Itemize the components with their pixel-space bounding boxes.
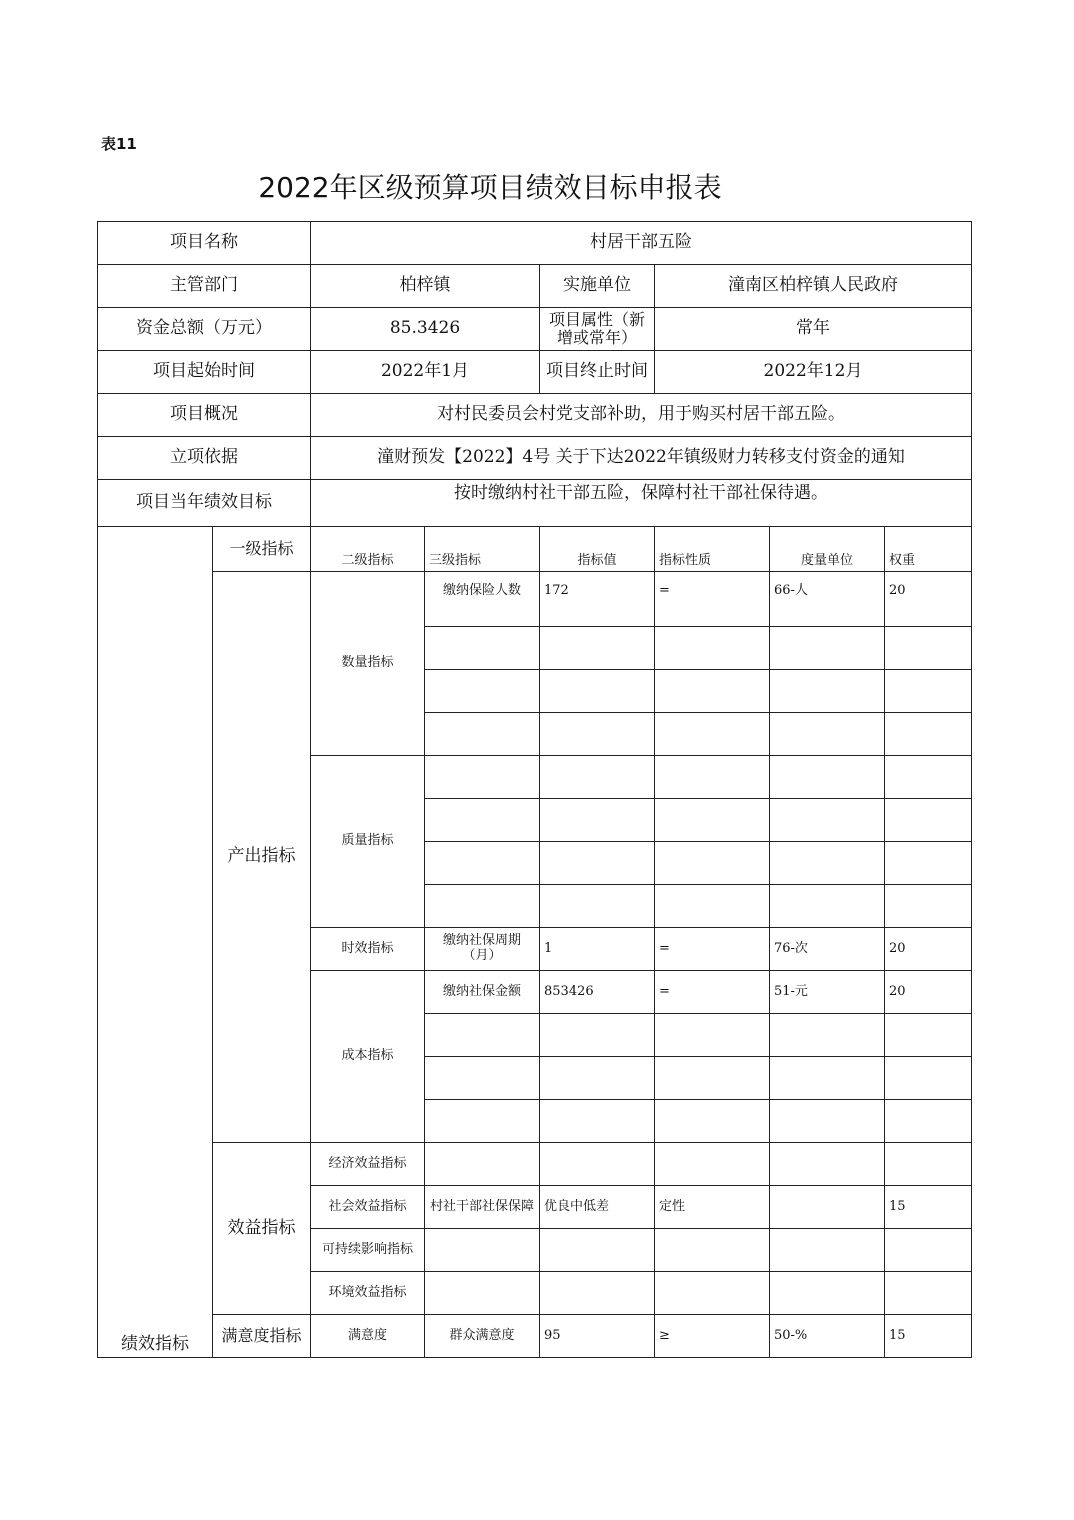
start-value: 2022年1月 [311, 351, 540, 394]
overview-label: 项目概况 [98, 394, 311, 437]
fund-label: 资金总额（万元） [98, 308, 311, 351]
timeliness-row1-nature: = [655, 928, 770, 971]
project-name-label: 项目名称 [98, 222, 311, 265]
header-level2: 二级指标 [311, 527, 425, 572]
quantity-row1-unit: 66-人 [770, 572, 885, 627]
cost-row1-nature: = [655, 971, 770, 1014]
sustainable-indicator-label: 可持续影响指标 [311, 1229, 425, 1272]
quantity-indicator-label: 数量指标 [311, 572, 425, 756]
satisfaction-row1-weight: 15 [885, 1315, 972, 1358]
social-row1-unit [770, 1186, 885, 1229]
satisfaction-row1-unit: 50-% [770, 1315, 885, 1358]
header-value: 指标值 [540, 527, 655, 572]
basis-label: 立项依据 [98, 437, 311, 480]
header-weight: 权重 [885, 527, 972, 572]
attr-label: 项目属性（新增或常年） [540, 308, 655, 351]
satisfaction-row1-nature: ≥ [655, 1315, 770, 1358]
quantity-row1-name: 缴纳保险人数 [425, 572, 540, 627]
start-label: 项目起始时间 [98, 351, 311, 394]
cost-row1-value: 853426 [540, 971, 655, 1014]
benefit-indicator-label: 效益指标 [213, 1143, 311, 1315]
header-level1: 一级指标 [213, 527, 311, 572]
economic-indicator-label: 经济效益指标 [311, 1143, 425, 1186]
basis-value: 潼财预发【2022】4号 关于下达2022年镇级财力转移支付资金的通知 [311, 437, 972, 480]
satisfaction-row1-name: 群众满意度 [425, 1315, 540, 1358]
goal-value: 按时缴纳村社干部五险，保障村社干部社保待遇。 [311, 480, 972, 527]
cost-indicator-label: 成本指标 [311, 971, 425, 1143]
timeliness-indicator-label: 时效指标 [311, 928, 425, 971]
social-row1-value: 优良中低差 [540, 1186, 655, 1229]
attr-value: 常年 [655, 308, 972, 351]
environment-indicator-label: 环境效益指标 [311, 1272, 425, 1315]
end-label: 项目终止时间 [540, 351, 655, 394]
satisfaction-level2-label: 满意度 [311, 1315, 425, 1358]
cost-row1-weight: 20 [885, 971, 972, 1014]
timeliness-row1-unit: 76-次 [770, 928, 885, 971]
table-number: 表11 [101, 135, 137, 153]
social-row1-name: 村社干部社保保障 [425, 1186, 540, 1229]
performance-target-form [97, 221, 972, 1358]
overview-value: 对村民委员会村党支部补助，用于购买村居干部五险。 [311, 394, 972, 437]
quantity-row1-weight: 20 [885, 572, 972, 627]
impl-value: 潼南区柏梓镇人民政府 [655, 265, 972, 308]
satisfaction-row1-value: 95 [540, 1315, 655, 1358]
quality-indicator-label: 质量指标 [311, 756, 425, 928]
dept-label: 主管部门 [98, 265, 311, 308]
social-indicator-label: 社会效益指标 [311, 1186, 425, 1229]
social-row1-weight: 15 [885, 1186, 972, 1229]
social-row1-nature: 定性 [655, 1186, 770, 1229]
quantity-row1-value: 172 [540, 572, 655, 627]
satisfaction-indicator-label: 满意度指标 [213, 1315, 311, 1358]
quantity-row1-nature: = [655, 572, 770, 627]
header-unit: 度量单位 [770, 527, 885, 572]
header-level3: 三级指标 [425, 527, 540, 572]
impl-label: 实施单位 [540, 265, 655, 308]
fund-value: 85.3426 [311, 308, 540, 351]
cost-row1-name: 缴纳社保金额 [425, 971, 540, 1014]
project-name-value: 村居干部五险 [311, 222, 972, 265]
indicators-section-label: 绩效指标 [98, 527, 213, 1358]
output-indicator-label: 产出指标 [213, 572, 311, 1143]
timeliness-row1-value: 1 [540, 928, 655, 971]
goal-label: 项目当年绩效目标 [98, 480, 311, 527]
timeliness-row1-weight: 20 [885, 928, 972, 971]
cost-row1-unit: 51-元 [770, 971, 885, 1014]
timeliness-row1-name: 缴纳社保周期（月） [425, 928, 540, 971]
header-nature: 指标性质 [655, 527, 770, 572]
end-value: 2022年12月 [655, 351, 972, 394]
dept-value: 柏梓镇 [311, 265, 540, 308]
document-title: 2022年区级预算项目绩效目标申报表 [258, 171, 722, 204]
